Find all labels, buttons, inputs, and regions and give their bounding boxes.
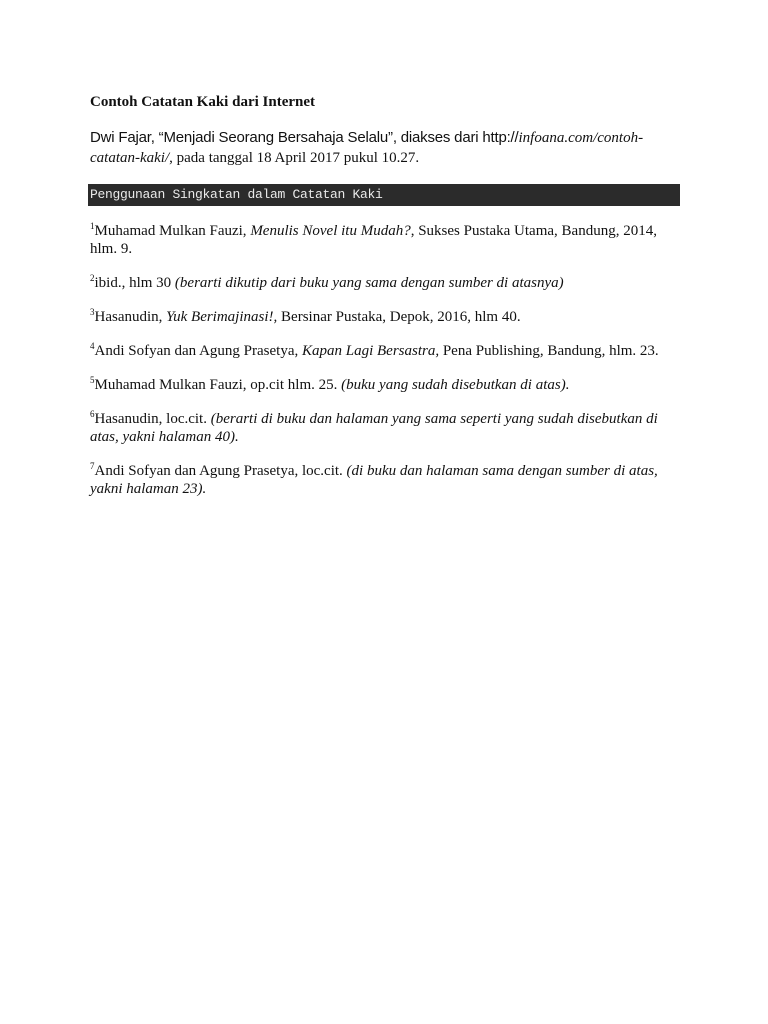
footnote-text: Muhamad Mulkan Fauzi, op.cit hlm. 25. (94, 377, 342, 393)
footnote-number: 7 (90, 461, 95, 471)
footnote-number: 1 (90, 221, 95, 231)
footnote-text: Andi Sofyan dan Agung Prasetya, loc.cit. (94, 463, 347, 479)
footnote-1 (90, 222, 680, 258)
footnote-text-end: Pena Publishing, Bandung, hlm. 23. (439, 343, 659, 359)
footnote-text: ibid., hlm 30 (94, 275, 175, 291)
footnote-4 (90, 342, 680, 360)
footnote-italic: Yuk Berimajinasi!, (166, 309, 278, 325)
footnote-text: Hasanudin, (94, 309, 167, 325)
footnote-italic: (di buku dan halaman sama dengan sumber di atas, yakni halaman 23). (90, 463, 658, 497)
footnote-number: 3 (90, 307, 95, 317)
footnote-text: Muhamad Mulkan Fauzi, (94, 223, 251, 239)
footnote-italic: Kapan Lagi Bersastra, (301, 343, 440, 359)
footnote-italic: Menulis Novel itu Mudah? (250, 223, 411, 239)
source-suffix: , pada tanggal 18 April 2017 pukul 10.27. (169, 150, 420, 166)
footnote-3 (90, 308, 680, 326)
page-title: Contoh Catatan Kaki dari Internet (90, 94, 316, 110)
source-url: infoana.com/contoh-catatan-kaki/ (90, 130, 644, 166)
footnote-text-end: Bersinar Pustaka, Depok, 2016, hlm 40. (277, 309, 521, 325)
footnote-number: 2 (90, 273, 95, 283)
footnote-2 (90, 274, 680, 292)
document-page (90, 92, 680, 514)
footnote-6 (90, 410, 680, 446)
footnote-5 (90, 376, 680, 394)
footnote-italic: (berarti di buku dan halaman yang sama seperti yang sudah disebutkan di atas, yakni halaman 40). (90, 411, 658, 445)
footnote-text: Andi Sofyan dan Agung Prasetya, (94, 343, 302, 359)
footnote-italic: (berarti dikutip dari buku yang sama dengan sumber di atasnya) (174, 275, 564, 291)
footnote-italic: (buku yang sudah disebutkan di atas). (341, 377, 570, 393)
footnote-text: Hasanudin, loc.cit. (94, 411, 211, 427)
footnote-number: 6 (90, 409, 95, 419)
footnote-number: 4 (90, 341, 95, 351)
section-banner: Penggunaan Singkatan dalam Catatan Kaki (88, 184, 680, 206)
footnote-text-end: , Sukses Pustaka Utama, Bandung, 2014, hlm. 9. (90, 223, 657, 257)
source-prefix: Dwi Fajar, “Menjadi Seorang Bersahaja Selalu”, diakses dari http:// (90, 129, 519, 146)
internet-source-citation (90, 128, 680, 168)
footnote-7 (90, 462, 680, 498)
footnote-number: 5 (90, 375, 95, 385)
